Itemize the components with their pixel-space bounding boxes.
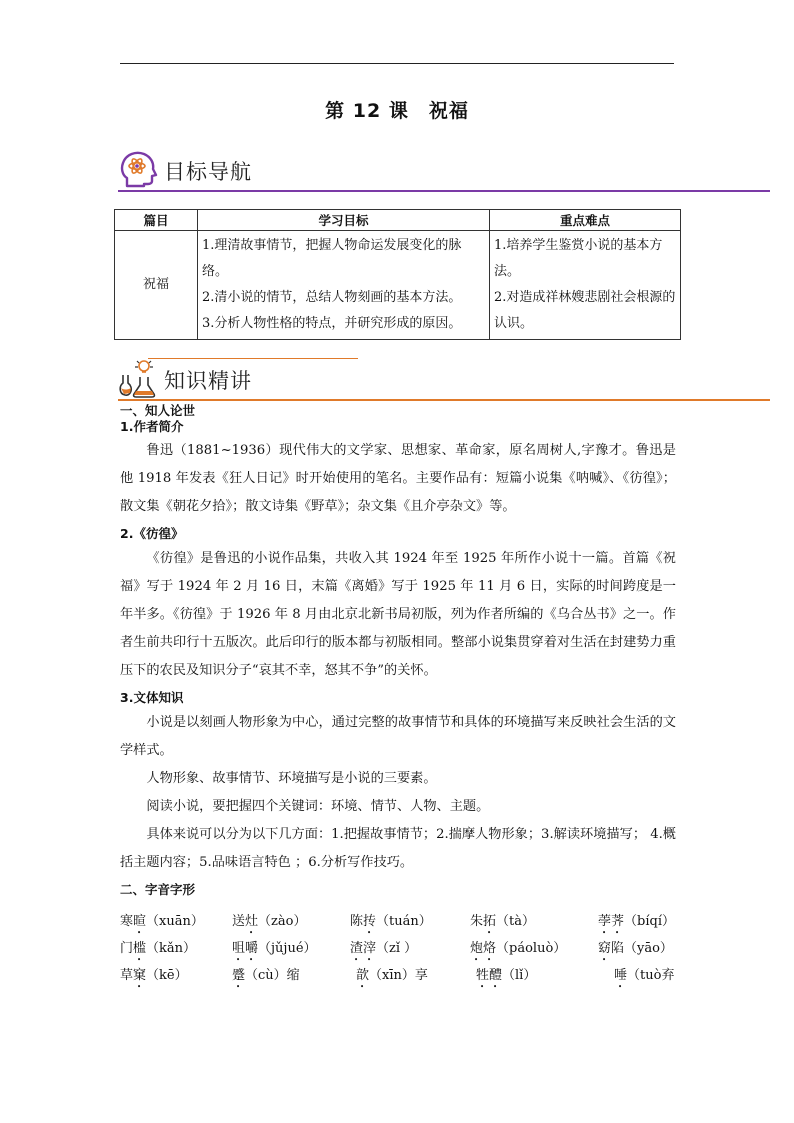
keypoint-item: 1.培养学生鉴赏小说的基本方法。 — [494, 238, 663, 279]
header-rule — [120, 63, 674, 64]
table-row — [115, 231, 681, 340]
section-header-goals — [118, 148, 770, 192]
heading-pronunciation: 二、字音字形 — [120, 882, 196, 897]
section-rule — [118, 190, 770, 192]
word-item: 寒暄（xuān） — [120, 914, 204, 929]
pronunciation-row — [120, 937, 680, 963]
pronunciation-row — [120, 910, 680, 936]
table-header: 重点难点 — [490, 210, 681, 231]
paragraph-author-intro: 鲁迅（1881~1936）现代伟大的文学家、思想家、革命家，原名周树人,字豫才。鲁迅是他 1918 年发表《狂人日记》时开始使用的笔名。主要作品有：短篇小说集《呐喊》、《彷徨》；散文集《朝花夕拾》；散文诗集《野草》；杂文集《且介亭杂文》等。 — [120, 443, 676, 514]
word-item: 唾（tuò弃 — [614, 968, 675, 983]
section-rule — [118, 399, 770, 401]
pronunciation-row — [120, 964, 680, 990]
word-item: 朱拓（tà） — [470, 914, 536, 929]
goals-table — [114, 209, 681, 340]
paragraph-genre-def: 小说是以刻画人物形象为中心，通过完整的故事情节和具体的环境描写来反映社会生活的文学样式。 — [120, 715, 676, 758]
word-item: 草窠（kē） — [120, 968, 188, 983]
head-atom-icon — [118, 148, 160, 190]
goal-item: 2.清小说的情节，总结人物刻画的基本方法。 — [202, 290, 462, 305]
section-header-knowledge — [118, 357, 770, 401]
word-item: 门槛（kǎn） — [120, 941, 197, 956]
word-item: 咀嚼（jǔjué） — [232, 941, 317, 956]
section-title: 目标导航 — [164, 160, 252, 184]
table-header-row — [115, 210, 681, 231]
table-header: 学习目标 — [198, 210, 490, 231]
word-item: 歆（xīn）享 — [356, 968, 428, 983]
heading-author-context: 一、知人论世 — [120, 403, 196, 418]
flask-bulb-icon — [118, 357, 160, 399]
paragraph-panghuang: 《彷徨》是鲁迅的小说作品集，共收入其 1924 年至 1925 年所作小说十一篇。首篇《祝福》写于 1924 年 2 月 16 日，末篇《离婚》写于 1925 年 11 月 6 日，实际的时间跨度是一年半多。《彷徨》于 1926 年 8 月由北京北新书局初版，列为作者所编的《乌合丛书》之一。作者生前共印行十五版次。此后印行的版本都与初版相同。整部小说集贯穿着对生活在封建势力重压下的农民及知识分子“哀其不幸，怒其不争”的关怀。 — [120, 551, 676, 678]
word-item: 荸荠（bíqí） — [598, 914, 675, 929]
section-topline — [148, 358, 358, 359]
section-title: 知识精讲 — [164, 369, 252, 393]
page-title: 第 12 课 祝福 — [325, 100, 469, 122]
word-item: 牲醴（lǐ） — [476, 968, 537, 983]
subheading-panghuang: 2.《彷徨》 — [120, 526, 184, 541]
subheading-genre: 3.文体知识 — [120, 690, 184, 705]
word-item: 陈抟（tuán） — [350, 914, 432, 929]
table-cell-keypoints — [490, 231, 681, 340]
paragraph-four-keywords: 阅读小说，要把握四个关键词：环境、情节、人物、主题。 — [146, 799, 490, 814]
subheading-author-intro: 1.作者简介 — [120, 419, 184, 434]
paragraph-three-elements: 人物形象、故事情节、环境描写是小说的三要素。 — [146, 771, 437, 786]
word-item: 渣滓（zǐ ） — [350, 941, 418, 956]
knowledge-content — [120, 403, 676, 901]
goal-item: 1.理清故事情节，把握人物命运发展变化的脉络。 — [202, 238, 462, 279]
table-cell-goals — [198, 231, 490, 340]
word-item: 炮烙（páoluò） — [470, 941, 567, 956]
word-item: 蹙（cù）缩 — [232, 968, 300, 983]
keypoint-item: 2.对造成祥林嫂悲剧社会根源的认识。 — [494, 290, 676, 331]
goal-item: 3.分析人物性格的特点，并研究形成的原因。 — [202, 316, 462, 331]
word-item: 窈陷（yāo） — [598, 941, 673, 956]
paragraph-aspects: 具体来说可以分为以下几方面：1.把握故事情节；2.揣摩人物形象；3.解读环境描写； 4.概括主题内容；5.品味语言特色 ；6.分析写作技巧。 — [120, 827, 676, 870]
table-header: 篇目 — [115, 210, 198, 231]
table-cell-title: 祝福 — [115, 231, 198, 340]
word-item: 送灶（zào） — [232, 914, 307, 929]
